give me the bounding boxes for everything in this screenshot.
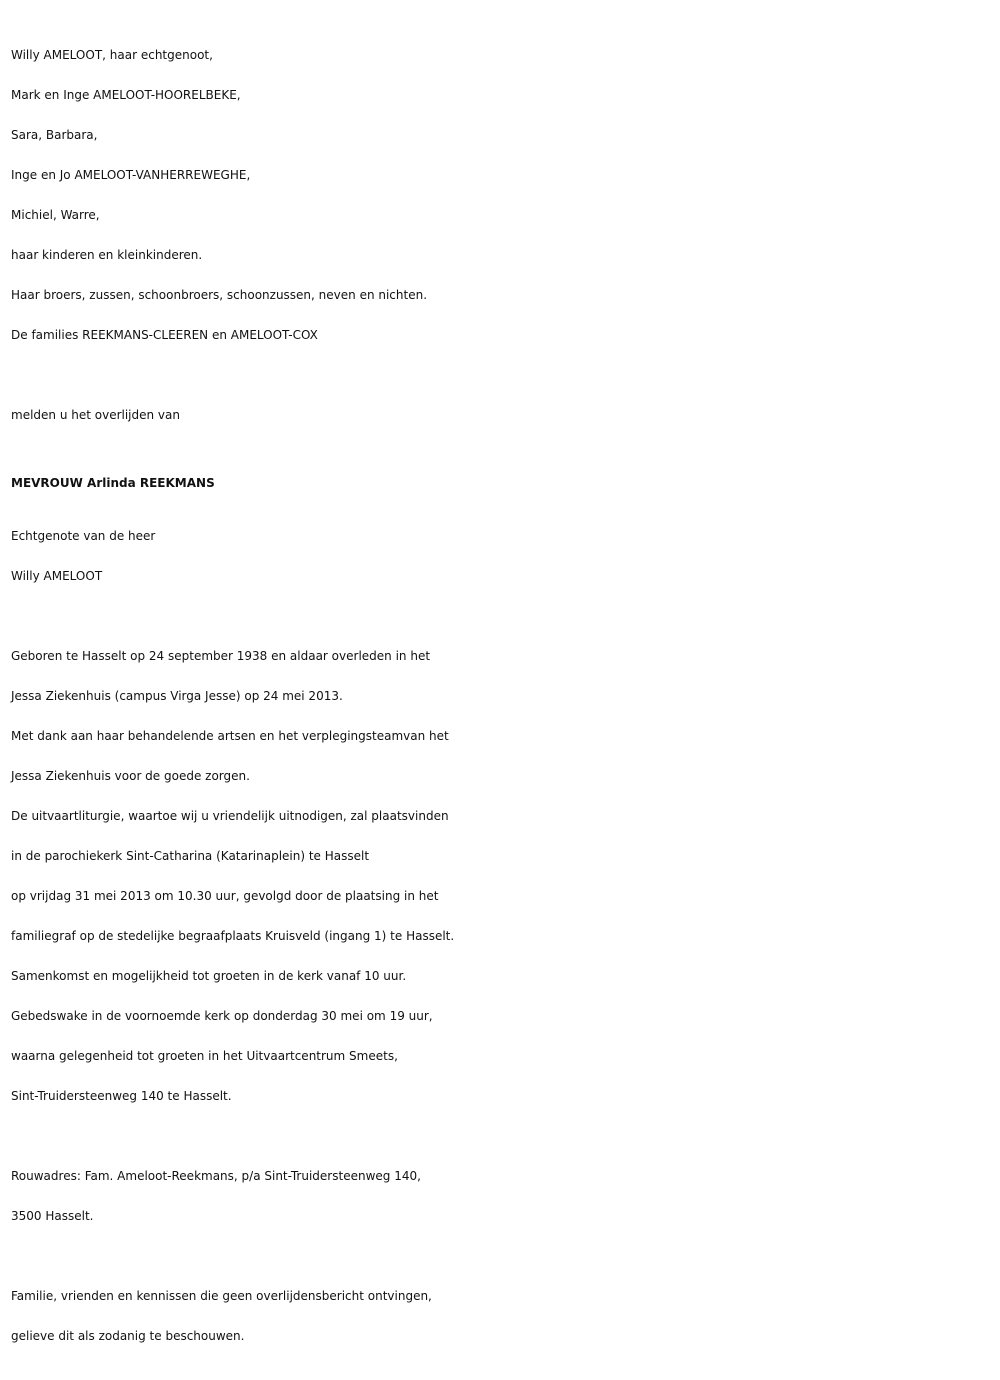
details-line: in de parochiekerk Sint-Catharina (Katarinaplein) te Hasselt — [11, 849, 370, 863]
announcement-text: melden u het overlijden van — [11, 408, 180, 422]
address-line: 3500 Hasselt. — [11, 1209, 94, 1223]
spacer — [11, 1116, 996, 1156]
details-line: Jessa Ziekenhuis voor de goede zorgen. — [11, 769, 250, 783]
family-line: Mark en Inge AMELOOT-HOORELBEKE, — [11, 88, 241, 102]
details-line: Geboren te Hasselt op 24 september 1938 en aldaar overleden in het — [11, 649, 431, 663]
family-line: Willy AMELOOT, haar echtgenoot, — [11, 48, 213, 62]
details-line: op vrijdag 31 mei 2013 om 10.30 uur, gevolgd door de plaatsing in het — [11, 889, 439, 903]
details-line: Samenkomst en mogelijkheid tot groeten in de kerk vanaf 10 uur. — [11, 969, 407, 983]
details-line: De uitvaartliturgie, waartoe wij u vriendelijk uitnodigen, zal plaatsvinden — [11, 809, 449, 823]
spouse-line: Willy AMELOOT — [11, 569, 103, 583]
details-line: Sint-Truidersteenweg 140 te Hasselt. — [11, 1089, 232, 1103]
family-line: Inge en Jo AMELOOT-VANHERREWEGHE, — [11, 168, 251, 182]
closing-line: Familie, vrienden en kennissen die geen overlijdensbericht ontvingen, — [11, 1289, 432, 1303]
closing-line: gelieve dit als zodanig te beschouwen. — [11, 1329, 245, 1343]
address-line: Rouwadres: Fam. Ameloot-Reekmans, p/a Sint-Truidersteenweg 140, — [11, 1169, 421, 1183]
details-line: waarna gelegenheid tot groeten in het Uitvaartcentrum Smeets, — [11, 1049, 398, 1063]
closing-note — [11, 1276, 996, 1356]
spacer — [11, 1236, 996, 1276]
spacer — [11, 596, 996, 636]
spacer — [11, 355, 996, 395]
family-line: De families REEKMANS-CLEEREN en AMELOOT-COX — [11, 328, 318, 342]
spouse-info — [11, 516, 996, 596]
obituary-notice — [11, 35, 996, 1356]
mourning-address — [11, 1156, 996, 1236]
details-line: familiegraf op de stedelijke begraafplaats Kruisveld (ingang 1) te Hasselt. — [11, 929, 455, 943]
family-line: haar kinderen en kleinkinderen. — [11, 248, 203, 262]
family-line: Michiel, Warre, — [11, 208, 100, 222]
details-line: Met dank aan haar behandelende artsen en het verplegingsteamvan het — [11, 729, 449, 743]
deceased-name: MEVROUW Arlinda REEKMANS — [11, 476, 215, 490]
funeral-details — [11, 636, 996, 1116]
family-line: Haar broers, zussen, schoonbroers, schoonzussen, neven en nichten. — [11, 288, 428, 302]
details-line: Gebedswake in de voornoemde kerk op donderdag 30 mei om 19 uur, — [11, 1009, 433, 1023]
details-line: Jessa Ziekenhuis (campus Virga Jesse) op 24 mei 2013. — [11, 689, 343, 703]
spouse-line: Echtgenote van de heer — [11, 529, 156, 543]
family-list — [11, 35, 996, 355]
family-line: Sara, Barbara, — [11, 128, 98, 142]
